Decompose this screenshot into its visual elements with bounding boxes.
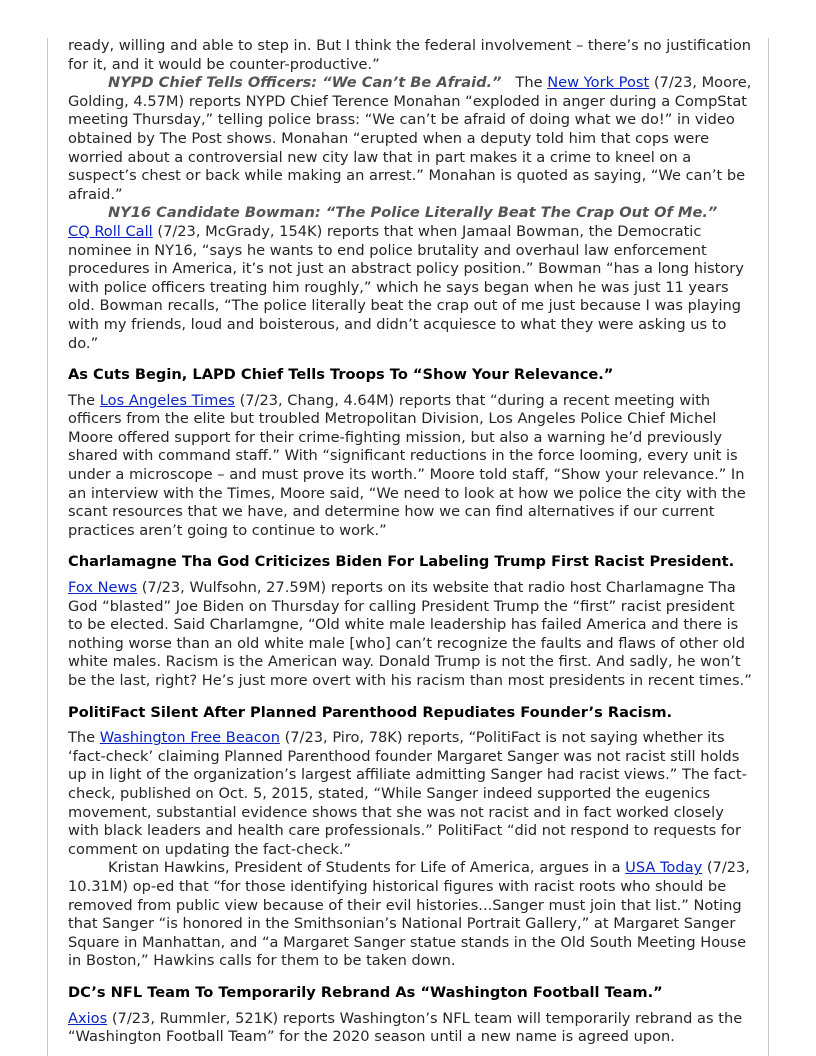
politifact-p2-pre: Kristan Hawkins, President of Students for Life of America, argues in a bbox=[108, 859, 621, 877]
nfl-paragraph bbox=[68, 1010, 752, 1047]
charlamagne-body: (7/23, Wulfsohn, 27.59M) reports on its website that radio host Charlamagne Tha God “blasted” Joe Biden on Thursday for calling President Trump the “first” racist president to be elected. Said Charlamgne, “Old white male leadership has failed America and there is nothing worse than an old white male [who] can’t recognize the faults and flaws of other old white males. Racism is the American way. Donald Trump is not the first. And sadly, he won’t be the last, right? He’s just more overt with his racism than most presidents in recent times.” bbox=[68, 579, 752, 689]
nypd-pre: The bbox=[515, 74, 543, 92]
ny16-subhead: NY16 Candidate Bowman: “The Police Literally Beat The Crap Out Of Me.” bbox=[108, 204, 718, 222]
continuation-paragraph: ready, willing and able to step in. But I think the federal involvement – there’s no justification for it, and it would be counter-productive.” bbox=[68, 37, 752, 73]
nfl-source-link[interactable]: Axios bbox=[68, 1009, 108, 1027]
document-page bbox=[68, 37, 752, 1047]
ny16-paragraph bbox=[68, 204, 752, 353]
nypd-source-link[interactable]: New York Post bbox=[547, 74, 650, 92]
ny16-body: (7/23, McGrady, 154K) reports that when Jamaal Bowman, the Democratic nominee in NY16, “says he wants to end police brutality and overhaul law enforcement procedures in America, it’s not just an abstract policy position.” Bowman “has a long history with police officers treating him roughly,” which he says began when he was just 11 years old. Bowman recalls, “The police literally beat the crap out of me just because I was playing with my friends, loud and boisterous, and didn’t acquiesce to what they were asking us to do.” bbox=[68, 222, 744, 352]
lapd-source-link[interactable]: Los Angeles Times bbox=[99, 391, 235, 409]
nfl-headline: DC’s NFL Team To Temporarily Rebrand As “Washington Football Team.” bbox=[68, 983, 663, 1001]
nfl-body: (7/23, Rummler, 521K) reports Washington’s NFL team will temporarily rebrand as the “Washington Football Team” for the 2020 season until a new name is agreed upon. bbox=[68, 1009, 743, 1046]
nypd-body: (7/23, Moore, Golding, 4.57M) reports NYPD Chief Terence Monahan “exploded in anger during a CompStat meeting Thursday,” telling police brass: “We can’t be afraid of doing what we do!” in video obtained by The Post shows. Monahan “erupted when a deputy told him that cops were worried about a controversial new city law that in part makes it a crime to kneel on a suspect’s chest or back while making an arrest.” Monahan is quoted as saying, “We can’t be afraid.” bbox=[68, 74, 752, 203]
politifact-paragraph bbox=[68, 729, 752, 859]
ny16-source-link[interactable]: CQ Roll Call bbox=[68, 222, 153, 240]
usa-today-link[interactable]: USA Today bbox=[625, 859, 703, 877]
politifact-p2-body: (7/23, 10.31M) op-ed that “for those identifying historical figures with racist roots who should be removed from public view because of their evil histories...Sanger must join that list.” Noting that Sanger “is honored in the Smithsonian’s National Portrait Gallery,” at Margaret Sanger Square in Manhattan, and “a Margaret Sanger statue stands in the Old South Meeting House in Boston,” Hawkins calls for them to be taken down. bbox=[68, 859, 750, 970]
politifact-source-link[interactable]: Washington Free Beacon bbox=[99, 729, 280, 747]
lapd-body: (7/23, Chang, 4.64M) reports that “during a recent meeting with officers from the elite but troubled Metropolitan Division, Los Angeles Police Chief Michel Moore offered support for their crime-fighting mission, but also a warning he’d previously shared with command staff.” With “significant reductions in the force looming, every unit is under a microscope – and must prove its worth.” Moore told staff, “Show your relevance.” In an interview with the Times, Moore said, “We need to look at how we police the city with the scant resources that we have, and determine how we can find alternatives if our current practices aren’t going to continue to work.” bbox=[68, 391, 746, 539]
charlamagne-paragraph bbox=[68, 579, 752, 691]
lapd-headline: As Cuts Begin, LAPD Chief Tells Troops To “Show Your Relevance.” bbox=[68, 366, 614, 384]
lapd-pre: The bbox=[68, 391, 96, 409]
lapd-paragraph bbox=[68, 392, 752, 541]
nypd-subhead: NYPD Chief Tells Officers: “We Can’t Be Afraid.” bbox=[108, 74, 502, 92]
left-margin-rule bbox=[47, 38, 48, 1056]
politifact-headline: PolitiFact Silent After Planned Parenthood Repudiates Founder’s Racism. bbox=[68, 703, 673, 721]
right-margin-rule bbox=[768, 38, 769, 1056]
politifact-body: (7/23, Piro, 78K) reports, “PolitiFact is not saying whether its ‘fact-check’ claiming Planned Parenthood founder Margaret Sanger was not racist still holds up in light of the organization’s largest affiliate admitting Sanger had racist views.” The fact-check, published on Oct. 5, 2015, stated, “While Sanger indeed supported the eugenics movement, substantial evidence shows that she was not racist and in fact worked closely with black leaders and health care professionals.” PolitiFact “did not respond to requests for comment on updating the fact-check.” bbox=[68, 729, 747, 858]
politifact-paragraph-2 bbox=[68, 859, 752, 971]
nypd-paragraph bbox=[68, 74, 752, 204]
charlamagne-headline: Charlamagne Tha God Criticizes Biden For Labeling Trump First Racist President. bbox=[68, 553, 735, 571]
charlamagne-source-link[interactable]: Fox News bbox=[68, 579, 138, 597]
politifact-pre: The bbox=[68, 729, 96, 747]
